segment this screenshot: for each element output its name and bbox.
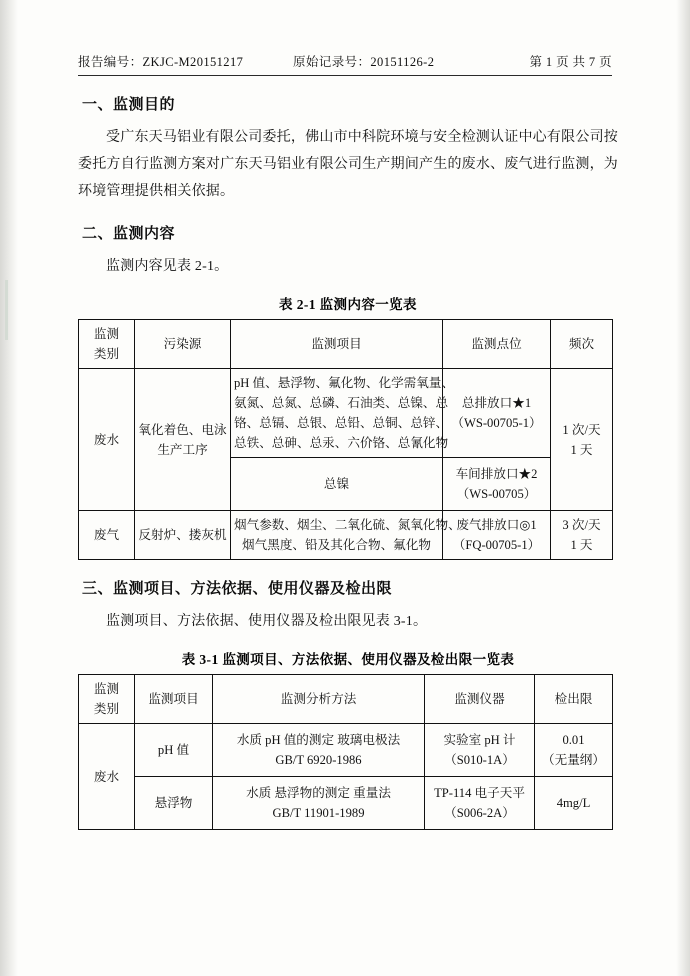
page-header [78,52,612,76]
cell-instrument-ph: 实验室 pH 计 （S010-1A） [425,724,535,777]
section-title-3: 三、监测项目、方法依据、使用仪器及检出限 [82,581,393,597]
th-category: 监测 类别 [79,675,135,724]
cell-item-ph: pH 值 [135,724,213,777]
cell-items-nickel: 总镍 [231,458,443,511]
table-row [79,724,613,777]
table-row [79,369,613,458]
scan-artifact [5,280,8,340]
cell-point-workshop: 车间排放口★2 （WS-00705） [443,458,551,511]
cell-method-ph: 水质 pH 值的测定 玻璃电极法 GB/T 6920-1986 [213,724,425,777]
cell-source-waste-gas: 反射炉、搂灰机 [135,511,231,560]
cell-items-waste-gas: 烟气参数、烟尘、二氧化硫、氮氧化物、 烟气黑度、铅及其化合物、氟化物 [231,511,443,560]
table-3-1-header-row [79,675,613,724]
cell-method-suspended-solids: 水质 悬浮物的测定 重量法 GB/T 11901-1989 [213,777,425,830]
page-content [78,52,618,834]
th-point: 监测点位 [443,320,551,369]
th-items: 监测项目 [231,320,443,369]
cell-items-wastewater: pH 值、悬浮物、氟化物、化学需氧量、 氨氮、总氮、总磷、石油类、总镍、总 铬、总镉、总银、总铅、总铜、总锌、 总铁、总砷、总汞、六价铬、总氰化物 [231,369,443,458]
cell-category-waste-gas: 废气 [79,511,135,560]
page-number: 第 1 页 共 7 页 [529,55,612,69]
cell-point-waste-gas: 废气排放口◎1 （FQ-00705-1） [443,511,551,560]
table-3-1-caption: 表 3-1 监测项目、方法依据、使用仪器及检出限一览表 [181,652,515,667]
cell-instrument-suspended-solids: TP-114 电子天平 （S006-2A） [425,777,535,830]
table-row [79,777,613,830]
cell-limit-suspended-solids: 4mg/L [535,777,613,830]
report-number: 报告编号：ZKJC-M20151217 [78,55,244,69]
section-paragraph-1: 受广东天马铝业有限公司委托，佛山市中科院环境与安全检测认证中心有限公司按委托方自行监测方案对广东天马铝业有限公司生产期间产生的废水、废气进行监测，为环境管理提供相关依据。 [78,130,618,199]
table-3-1 [78,674,613,830]
cell-category-wastewater: 废水 [79,369,135,511]
table-2-1-caption: 表 2-1 监测内容一览表 [279,297,417,312]
cell-frequency-wastewater: 1 次/天 1 天 [551,369,613,511]
section-paragraph-2: 监测内容见表 2-1。 [106,259,229,274]
cell-frequency-waste-gas: 3 次/天 1 天 [551,511,613,560]
table-2-1-header-row [79,320,613,369]
table-2-1 [78,319,613,560]
th-method: 监测分析方法 [213,675,425,724]
cell-source-wastewater: 氧化着色、电泳 生产工序 [135,369,231,511]
th-item: 监测项目 [135,675,213,724]
th-detection-limit: 检出限 [535,675,613,724]
cell-category-wastewater: 废水 [79,724,135,830]
cell-item-suspended-solids: 悬浮物 [135,777,213,830]
record-number: 原始记录号：20151126-2 [293,55,435,69]
th-category: 监测 类别 [79,320,135,369]
table-row [79,511,613,560]
section-paragraph-3: 监测项目、方法依据、使用仪器及检出限见表 3-1。 [106,614,428,629]
section-title-1: 一、监测目的 [82,97,176,113]
th-source: 污染源 [135,320,231,369]
th-frequency: 频次 [551,320,613,369]
cell-limit-ph: 0.01 （无量纲） [535,724,613,777]
cell-point-wastewater-total: 总排放口★1 （WS-00705-1） [443,369,551,458]
section-title-2: 二、监测内容 [82,226,176,242]
th-instrument: 监测仪器 [425,675,535,724]
